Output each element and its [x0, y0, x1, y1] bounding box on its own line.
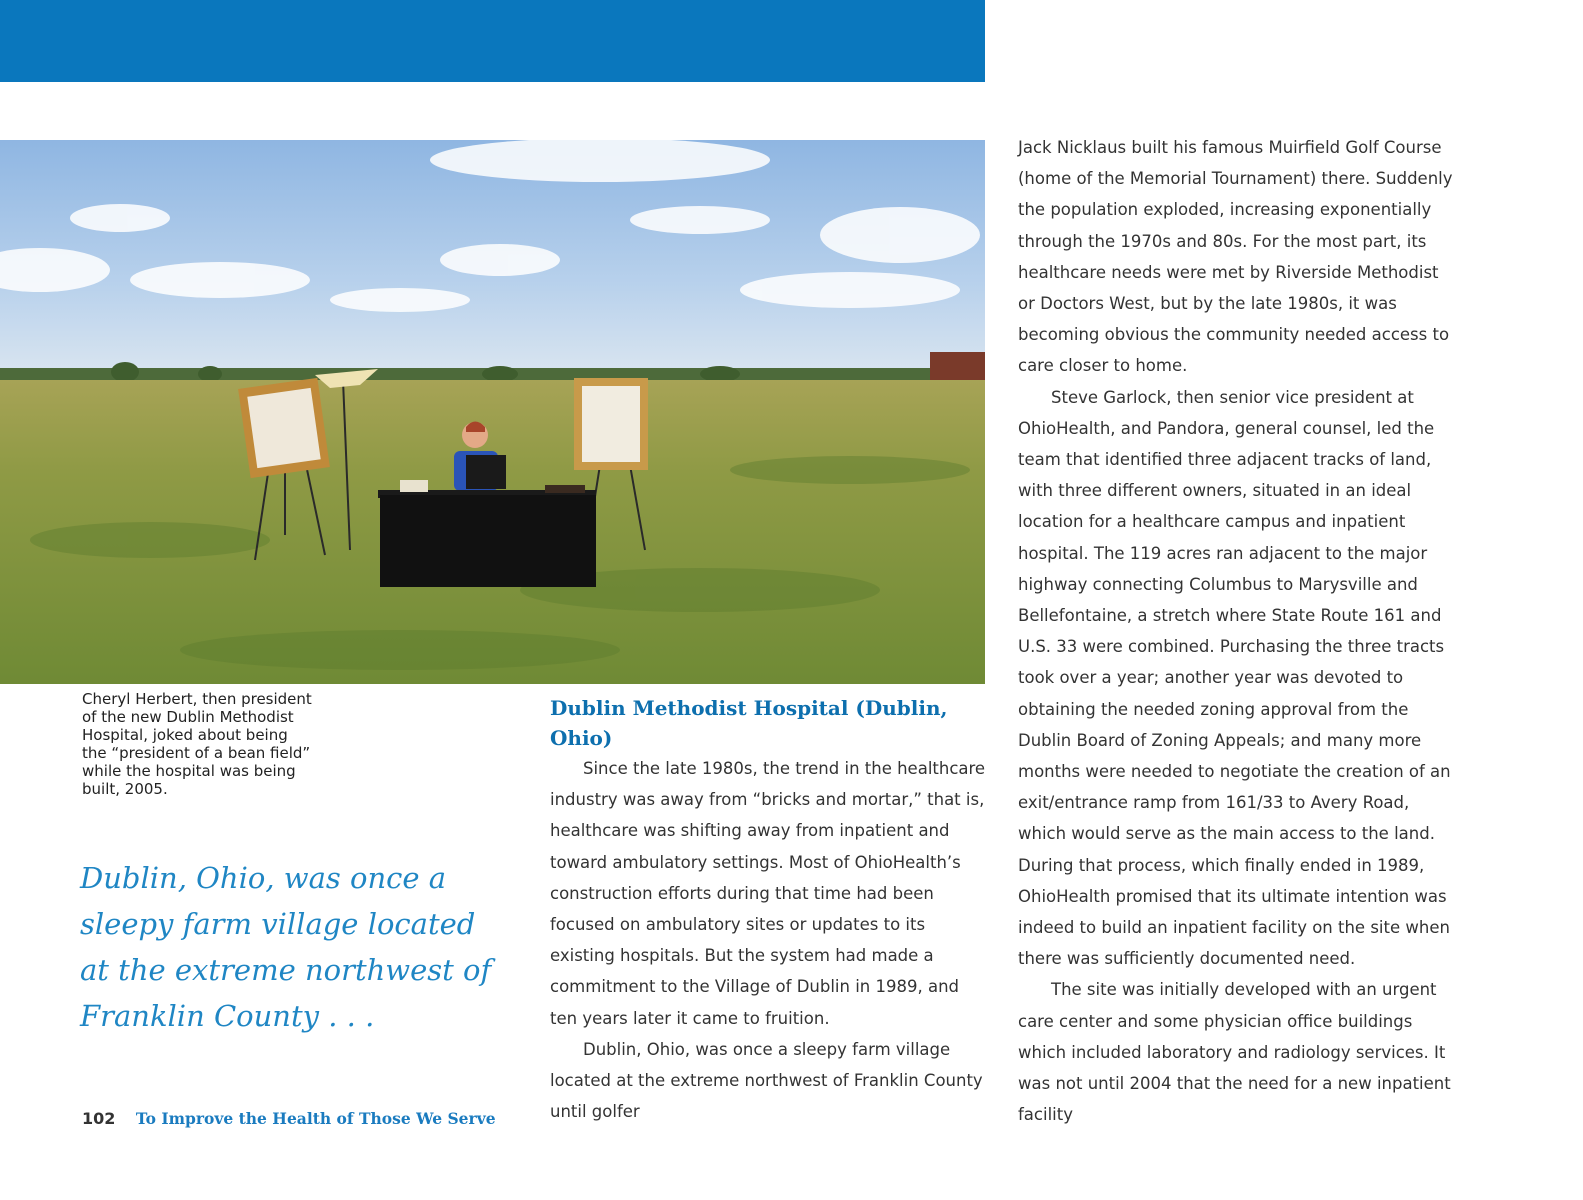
field-photo — [0, 140, 985, 684]
body-paragraph: Steve Garlock, then senior vice president at OhioHealth, and Pandora, general counsel, led the team that identified three adjacent tracks of land, with three different owners, situated in an ideal location for a healthcare campus and inpatient hospital. The 119 acres ran adjacent to the major highway connecting Columbus to Marysville and Bellefontaine, a stretch where State Route 161 and U.S. 33 were combined. Purchasing the three tracts took over a year; another year was devoted to obtaining the needed zoning approval from the Dublin Board of Zoning Appeals; and many more months were needed to negotiate the creation of an exit/entrance ramp from 161/33 to Avery Road, which would serve as the main access to the land. During that process, which finally ended in 1989, OhioHealth promised that its ultimate intention was indeed to build an inpatient facility on the site when there was sufficiently documented need. — [1018, 387, 1451, 969]
photo-caption: Cheryl Herbert, then president of the new Dublin Methodist Hospital, joked about being the “president of a bean field” while the hospital was being built, 2005. — [82, 690, 312, 798]
running-title: To Improve the Health of Those We Serve — [135, 1109, 496, 1128]
body-paragraph: Since the late 1980s, the trend in the healthcare industry was away from “bricks and mortar,” that is, healthcare was shifting away from inpatient and toward ambulatory settings. Most of OhioHealth’s construction efforts during that time had been focused on ambulatory sites or updates to its existing hospitals. But the system had made a commitment to the Village of Dublin in 1989, and ten years later it came to fruition. — [550, 759, 986, 1028]
body-paragraph: Dublin, Ohio, was once a sleepy farm village located at the extreme northwest of Franklin County until golfer — [550, 1039, 983, 1122]
pull-quote: Dublin, Ohio, was once a sleepy farm village located at the extreme northwest of Franklin County . . . — [80, 861, 492, 1033]
page-number: 102 — [82, 1109, 116, 1128]
section-heading: Dublin Methodist Hospital (Dublin, Ohio) — [550, 696, 948, 750]
article-column-right — [1018, 132, 1458, 1131]
top-color-band — [0, 0, 985, 82]
article-column-middle — [550, 693, 988, 1127]
page-footer — [82, 1109, 496, 1129]
body-paragraph: Jack Nicklaus built his famous Muirfield Golf Course (home of the Memorial Tournament) there. Suddenly the population exploded, increasing exponentially through the 1970s and 80s. For the most part, its healthcare needs were met by Riverside Methodist or Doctors West, but by the late 1980s, it was becoming obvious the community needed access to care closer to home. — [1018, 138, 1453, 376]
body-paragraph: The site was initially developed with an urgent care center and some physician office buildings which included laboratory and radiology services. It was not until 2004 that the need for a new inpatient facility — [1018, 980, 1451, 1125]
